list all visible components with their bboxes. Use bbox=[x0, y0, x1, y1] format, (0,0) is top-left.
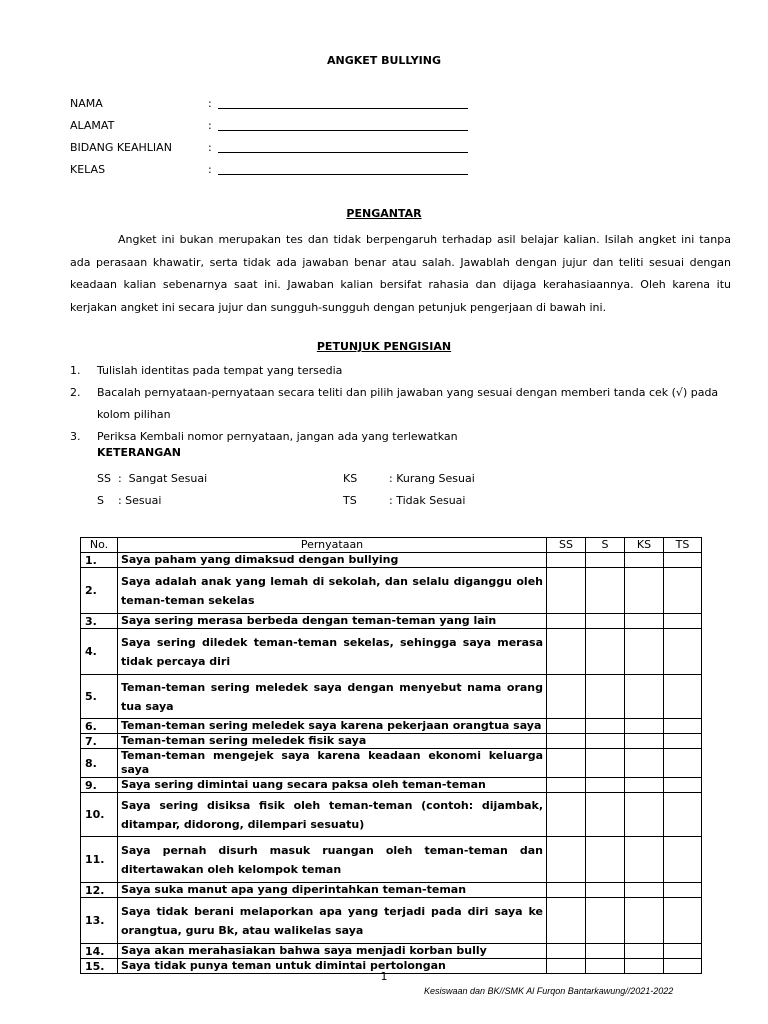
legend-ks-text: : Kurang Sesuai bbox=[389, 472, 475, 485]
identity-label: BIDANG KEAHLIAN bbox=[70, 141, 172, 154]
answer-cell-ss[interactable] bbox=[547, 553, 586, 568]
document-title: ANGKET BULLYING bbox=[326, 54, 442, 67]
answer-cell-s[interactable] bbox=[586, 837, 625, 883]
answer-cell-ts[interactable] bbox=[664, 944, 702, 959]
row-statement: Saya pernah disurh masuk ruangan oleh teman-teman dan ditertawakan oleh kelompok teman bbox=[118, 837, 547, 883]
answer-cell-s[interactable] bbox=[586, 778, 625, 793]
answer-cell-ts[interactable] bbox=[664, 793, 702, 837]
answer-cell-ss[interactable] bbox=[547, 944, 586, 959]
answer-cell-ks[interactable] bbox=[625, 749, 664, 778]
answer-cell-ts[interactable] bbox=[664, 749, 702, 778]
instruction-number: 2. bbox=[70, 386, 81, 399]
table-row bbox=[81, 898, 702, 944]
answer-cell-s[interactable] bbox=[586, 568, 625, 614]
header-no: No. bbox=[81, 538, 118, 553]
answer-cell-ks[interactable] bbox=[625, 553, 664, 568]
table-row bbox=[81, 837, 702, 883]
answer-cell-s[interactable] bbox=[586, 898, 625, 944]
identity-blank-line[interactable] bbox=[218, 152, 468, 153]
row-number: 4. bbox=[81, 629, 118, 675]
row-number: 15. bbox=[81, 959, 118, 974]
table-row bbox=[81, 749, 702, 778]
row-statement: Saya paham yang dimaksud dengan bullying bbox=[118, 553, 547, 568]
answer-cell-s[interactable] bbox=[586, 675, 625, 719]
row-statement: Teman-teman mengejek saya karena keadaan ekonomi keluarga saya bbox=[118, 749, 547, 778]
row-number: 11. bbox=[81, 837, 118, 883]
instruction-text: Bacalah pernyataan-pernyataan secara teliti dan pilih jawaban yang sesuai dengan memberi tanda cek (√) pada kolom pilihan bbox=[97, 386, 719, 421]
header-statement: Pernyataan bbox=[118, 538, 547, 553]
header-s: S bbox=[586, 538, 625, 553]
row-number: 6. bbox=[81, 719, 118, 734]
answer-cell-ss[interactable] bbox=[547, 898, 586, 944]
answer-cell-ss[interactable] bbox=[547, 719, 586, 734]
answer-cell-ss[interactable] bbox=[547, 793, 586, 837]
answer-cell-ks[interactable] bbox=[625, 629, 664, 675]
row-number: 2. bbox=[81, 568, 118, 614]
row-number: 3. bbox=[81, 614, 118, 629]
legend-heading: KETERANGAN bbox=[97, 446, 181, 459]
answer-cell-ss[interactable] bbox=[547, 883, 586, 898]
answer-cell-s[interactable] bbox=[586, 734, 625, 749]
answer-cell-ts[interactable] bbox=[664, 614, 702, 629]
answer-cell-ts[interactable] bbox=[664, 629, 702, 675]
answer-cell-s[interactable] bbox=[586, 749, 625, 778]
row-statement: Teman-teman sering meledek fisik saya bbox=[118, 734, 547, 749]
answer-cell-ks[interactable] bbox=[625, 734, 664, 749]
table-header-row bbox=[81, 538, 702, 553]
answer-cell-ss[interactable] bbox=[547, 614, 586, 629]
answer-cell-s[interactable] bbox=[586, 629, 625, 675]
row-statement: Saya suka manut apa yang diperintahkan teman-teman bbox=[118, 883, 547, 898]
row-statement: Saya sering disiksa fisik oleh teman-teman (contoh: dijambak, ditampar, didorong, dilempari sesuatu) bbox=[118, 793, 547, 837]
identity-colon: : bbox=[208, 97, 212, 110]
identity-blank-line[interactable] bbox=[218, 108, 468, 109]
instruction-text: Periksa Kembali nomor pernyataan, jangan ada yang terlewatkan bbox=[97, 430, 458, 443]
table-row bbox=[81, 675, 702, 719]
answer-cell-ks[interactable] bbox=[625, 614, 664, 629]
instruction-number: 3. bbox=[70, 430, 81, 443]
row-statement: Teman-teman sering meledek saya dengan menyebut nama orang tua saya bbox=[118, 675, 547, 719]
row-statement: Saya tidak berani melaporkan apa yang terjadi pada diri saya ke orangtua, guru Bk, atau walikelas saya bbox=[118, 898, 547, 944]
header-ts: TS bbox=[664, 538, 702, 553]
answer-cell-s[interactable] bbox=[586, 883, 625, 898]
answer-cell-s[interactable] bbox=[586, 553, 625, 568]
footer-text: Kesiswaan dan BK//SMK Al Furqon Bantarkawung//2021-2022 bbox=[424, 986, 674, 996]
table-row bbox=[81, 614, 702, 629]
answer-cell-ks[interactable] bbox=[625, 675, 664, 719]
answer-cell-ss[interactable] bbox=[547, 629, 586, 675]
answer-cell-ks[interactable] bbox=[625, 719, 664, 734]
row-number: 14. bbox=[81, 944, 118, 959]
answer-cell-s[interactable] bbox=[586, 793, 625, 837]
identity-blank-line[interactable] bbox=[218, 130, 468, 131]
header-ss: SS bbox=[547, 538, 586, 553]
identity-label: KELAS bbox=[70, 163, 106, 176]
answer-cell-ks[interactable] bbox=[625, 837, 664, 883]
row-statement: Saya adalah anak yang lemah di sekolah, dan selalu diganggu oleh teman-teman sekelas bbox=[118, 568, 547, 614]
legend-ks-code: KS bbox=[343, 472, 358, 485]
row-statement: Saya tidak punya teman untuk dimintai pertolongan bbox=[118, 959, 547, 974]
legend-s: S : Sesuai bbox=[97, 494, 162, 507]
answer-cell-ts[interactable] bbox=[664, 883, 702, 898]
answer-cell-ts[interactable] bbox=[664, 778, 702, 793]
page-number: 1 bbox=[380, 970, 388, 983]
intro-paragraph: Angket ini bukan merupakan tes dan tidak berpengaruh terhadap asil belajar kalian. Isilah angket ini tanpa ada perasaan khawatir, serta tidak ada jawaban benar atau salah. Jawablah dengan jujur dan teliti sesuai dengan keadaan kalian sebenarnya saat ini. Jawaban kalian bersifat rahasia dan dijaga kerahasiaannya. Oleh karena itu kerjakan angket ini secara jujur dan sungguh-sungguh dengan petunjuk pengerjaan di bawah ini. bbox=[70, 233, 731, 314]
identity-label: NAMA bbox=[70, 97, 103, 110]
answer-cell-s[interactable] bbox=[586, 719, 625, 734]
answer-cell-ks[interactable] bbox=[625, 793, 664, 837]
answer-cell-ks[interactable] bbox=[625, 778, 664, 793]
legend-ts-text: : Tidak Sesuai bbox=[389, 494, 466, 507]
answer-cell-s[interactable] bbox=[586, 614, 625, 629]
identity-blank-line[interactable] bbox=[218, 174, 468, 175]
row-statement: Saya sering diledek teman-teman sekelas, sehingga saya merasa tidak percaya diri bbox=[118, 629, 547, 675]
instruction-number: 1. bbox=[70, 364, 81, 377]
answer-cell-ts[interactable] bbox=[664, 553, 702, 568]
row-statement: Saya sering merasa berbeda dengan teman-teman yang lain bbox=[118, 614, 547, 629]
answer-cell-ts[interactable] bbox=[664, 837, 702, 883]
answer-cell-ks[interactable] bbox=[625, 883, 664, 898]
identity-label: ALAMAT bbox=[70, 119, 115, 132]
answer-cell-ts[interactable] bbox=[664, 898, 702, 944]
answer-cell-ss[interactable] bbox=[547, 568, 586, 614]
answer-cell-ks[interactable] bbox=[625, 898, 664, 944]
intro-heading: PENGANTAR bbox=[346, 207, 422, 220]
answer-cell-ss[interactable] bbox=[547, 749, 586, 778]
answer-cell-ts[interactable] bbox=[664, 568, 702, 614]
table-row bbox=[81, 944, 702, 959]
instructions-heading: PETUNJUK PENGISIAN bbox=[316, 340, 452, 353]
answer-cell-ss[interactable] bbox=[547, 675, 586, 719]
row-number: 13. bbox=[81, 898, 118, 944]
answer-cell-ks[interactable] bbox=[625, 568, 664, 614]
answer-cell-ts[interactable] bbox=[664, 719, 702, 734]
header-ks: KS bbox=[625, 538, 664, 553]
answer-cell-ts[interactable] bbox=[664, 675, 702, 719]
identity-colon: : bbox=[208, 163, 212, 176]
table-row bbox=[81, 553, 702, 568]
answer-cell-ss[interactable] bbox=[547, 778, 586, 793]
row-number: 9. bbox=[81, 778, 118, 793]
table-row bbox=[81, 719, 702, 734]
instruction-text: Tulislah identitas pada tempat yang tersedia bbox=[97, 364, 343, 377]
answer-cell-ts[interactable] bbox=[664, 734, 702, 749]
row-number: 5. bbox=[81, 675, 118, 719]
legend-ts-code: TS bbox=[343, 494, 357, 507]
table-row bbox=[81, 883, 702, 898]
identity-colon: : bbox=[208, 141, 212, 154]
identity-colon: : bbox=[208, 119, 212, 132]
table-row bbox=[81, 629, 702, 675]
row-statement: Saya sering dimintai uang secara paksa oleh teman-teman bbox=[118, 778, 547, 793]
row-number: 8. bbox=[81, 749, 118, 778]
row-statement: Teman-teman sering meledek saya karena pekerjaan orangtua saya bbox=[118, 719, 547, 734]
answer-cell-ks[interactable] bbox=[625, 944, 664, 959]
table-row bbox=[81, 793, 702, 837]
row-number: 1. bbox=[81, 553, 118, 568]
answer-cell-s[interactable] bbox=[586, 944, 625, 959]
answer-cell-ss[interactable] bbox=[547, 837, 586, 883]
table-row bbox=[81, 568, 702, 614]
row-number: 10. bbox=[81, 793, 118, 837]
table-row bbox=[81, 778, 702, 793]
row-statement: Saya akan merahasiakan bahwa saya menjadi korban bully bbox=[118, 944, 547, 959]
row-number: 12. bbox=[81, 883, 118, 898]
questionnaire-table bbox=[80, 537, 702, 974]
legend-ss: SS : Sangat Sesuai bbox=[97, 472, 208, 485]
row-number: 7. bbox=[81, 734, 118, 749]
answer-cell-ss[interactable] bbox=[547, 734, 586, 749]
table-row bbox=[81, 734, 702, 749]
